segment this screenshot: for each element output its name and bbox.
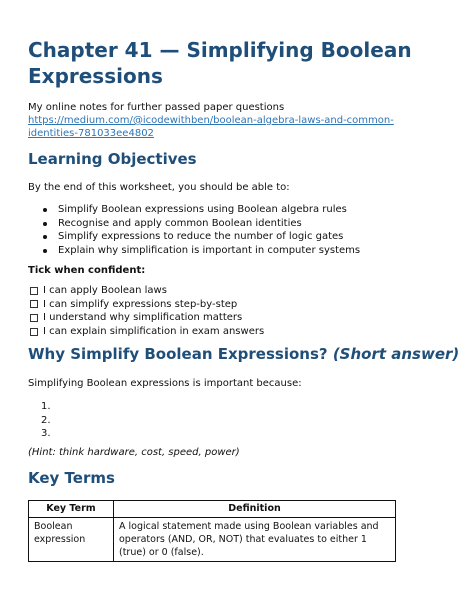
- checkbox[interactable]: [30, 328, 38, 336]
- key-terms-table: [28, 500, 396, 562]
- column-header: Key Term: [29, 501, 114, 518]
- answer-number: 1.: [41, 401, 51, 412]
- table-header-row: [29, 501, 396, 518]
- checklist-item-label: I understand why simplification matters: [43, 312, 243, 324]
- learning-objectives-intro: By the end of this worksheet, you should be able to:: [28, 182, 290, 193]
- checklist-item[interactable]: [30, 284, 264, 298]
- definition-cell: A logical statement made using Boolean variables and operators (AND, OR, NOT) that evaluates to either 1 (true) or 0 (false).: [114, 518, 396, 562]
- checkbox[interactable]: [30, 287, 38, 295]
- why-simplify-heading: [28, 345, 459, 364]
- page-title: Chapter 41 — Simplifying Boolean Expressions: [28, 38, 412, 88]
- why-simplify-intro: Simplifying Boolean expressions is important because:: [28, 378, 302, 389]
- checklist-item[interactable]: [30, 298, 264, 312]
- checkbox[interactable]: [30, 300, 38, 308]
- list-item: Explain why simplification is important in computer systems: [28, 244, 360, 258]
- checklist-item-label: I can simplify expressions step-by-step: [43, 298, 238, 310]
- answer-number: 3.: [41, 428, 51, 439]
- notes-text: My online notes for further passed paper questions: [28, 102, 285, 113]
- checklist-heading: Tick when confident:: [28, 265, 146, 276]
- why-simplify-heading-em: (Short answer): [332, 345, 460, 363]
- checklist-item-label: I can apply Boolean laws: [43, 285, 167, 296]
- checkbox[interactable]: [30, 314, 38, 322]
- key-terms-heading: Key Terms: [28, 469, 115, 487]
- answer-number: 2.: [41, 414, 51, 426]
- checklist-item[interactable]: [30, 311, 264, 325]
- answer-list: [41, 400, 51, 441]
- table-row: [29, 518, 396, 562]
- notes-link[interactable]: https://medium.com/@icodewithben/boolean-algebra-laws-and-common-identities-781033ee4802: [28, 115, 394, 139]
- learning-objectives-list: [28, 203, 360, 257]
- confidence-checklist: [30, 284, 264, 338]
- learning-objectives-heading: Learning Objectives: [28, 150, 197, 168]
- column-header: Definition: [114, 501, 396, 518]
- list-item: Recognise and apply common Boolean identities: [28, 217, 360, 231]
- checklist-item[interactable]: [30, 325, 264, 339]
- checklist-item-label: I can explain simplification in exam answers: [43, 325, 265, 337]
- list-item: Simplify Boolean expressions using Boolean algebra rules: [28, 203, 360, 217]
- term-cell: Boolean expression: [29, 518, 114, 562]
- hint-text: (Hint: think hardware, cost, speed, power): [28, 447, 240, 458]
- list-item: Simplify expressions to reduce the number of logic gates: [28, 230, 360, 244]
- why-simplify-heading-text: Why Simplify Boolean Expressions?: [28, 345, 328, 363]
